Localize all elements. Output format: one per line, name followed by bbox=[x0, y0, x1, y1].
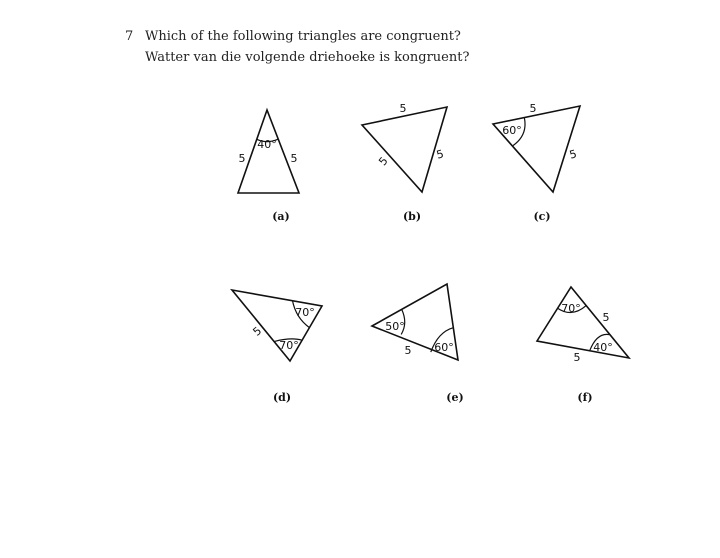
triangle-e-side-label: 5 bbox=[404, 344, 412, 357]
triangle-b-side-right-label: 5 bbox=[435, 147, 446, 162]
triangle-f-shape bbox=[537, 287, 629, 358]
triangle-a-caption: (a) bbox=[272, 210, 290, 223]
triangle-a-angle-label: 40° bbox=[257, 138, 277, 151]
triangle-b-side-left-label: 5 bbox=[376, 154, 391, 169]
triangle-c-angle-label: 60° bbox=[502, 124, 522, 137]
triangle-c-side-top-label: 5 bbox=[529, 102, 537, 115]
triangle-c-caption: (c) bbox=[533, 210, 551, 223]
triangle-d-caption: (d) bbox=[272, 391, 292, 404]
question-text-afrikaans: Watter van die volgende driehoeke is kongruent? bbox=[145, 50, 470, 65]
triangle-d-angle-bottom-label: 70° bbox=[279, 339, 299, 352]
triangle-f bbox=[537, 287, 629, 404]
triangle-d-shape bbox=[232, 290, 322, 361]
triangle-f-caption: (f) bbox=[577, 391, 593, 404]
triangle-e bbox=[372, 284, 464, 404]
triangle-c-shape bbox=[493, 106, 580, 192]
triangle-b-caption: (b) bbox=[402, 210, 422, 223]
triangle-b-side-top-label: 5 bbox=[399, 102, 407, 115]
triangle-a-side-right-label: 5 bbox=[290, 152, 298, 165]
triangle-e-angle-left-label: 50° bbox=[385, 320, 405, 333]
triangle-a-side-left-label: 5 bbox=[238, 152, 246, 165]
question-number: 7 bbox=[125, 29, 134, 44]
question-text-english: Which of the following triangles are congruent? bbox=[145, 29, 461, 44]
triangle-d-angle-top-label: 70° bbox=[295, 306, 315, 319]
triangle-b bbox=[362, 102, 447, 223]
triangle-f-angle-top-label: 70° bbox=[561, 302, 581, 315]
triangle-c bbox=[493, 102, 580, 223]
triangle-a bbox=[238, 110, 299, 223]
triangle-c-side-right-label: 5 bbox=[568, 147, 579, 162]
triangle-d bbox=[232, 290, 322, 404]
triangle-e-angle-right-label: 60° bbox=[434, 341, 454, 354]
triangle-f-side-bottom-label: 5 bbox=[573, 351, 581, 364]
triangle-e-caption: (e) bbox=[446, 391, 464, 404]
triangle-d-side-label: 5 bbox=[250, 324, 265, 339]
triangle-f-side-right-label: 5 bbox=[602, 311, 610, 324]
triangle-f-angle-right-label: 40° bbox=[593, 341, 613, 354]
